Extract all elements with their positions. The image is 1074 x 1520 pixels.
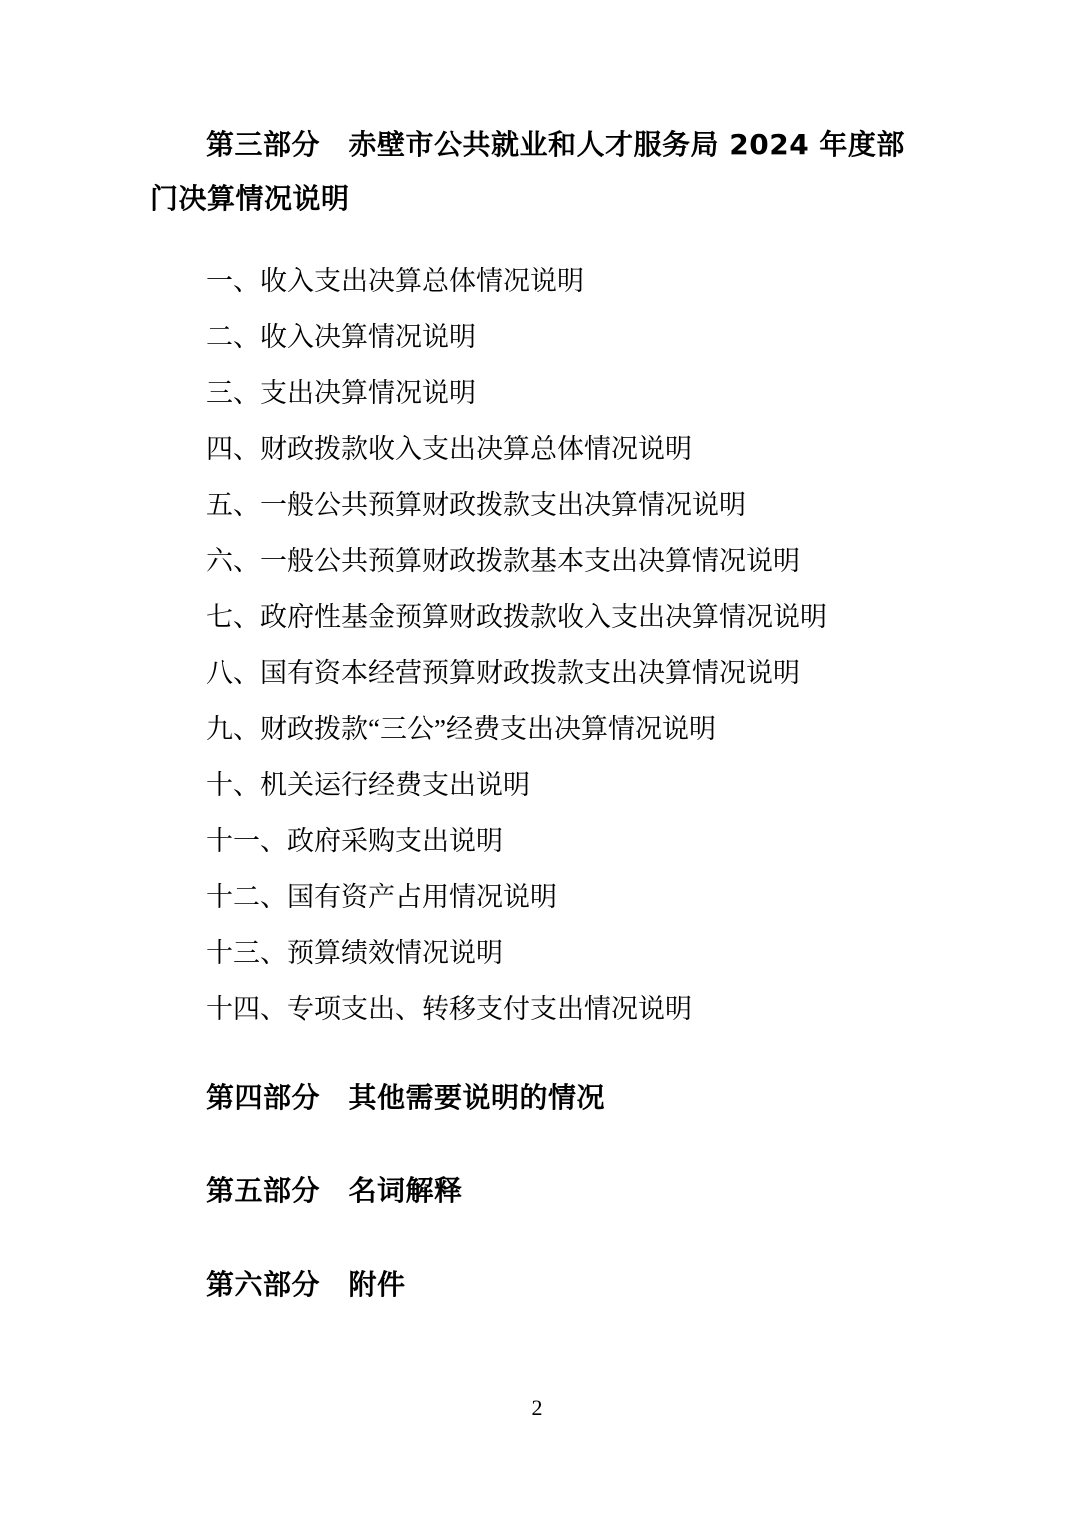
list-item: 十三、预算绩效情况说明 [206,937,503,968]
list-item: 四、财政拨款收入支出决算总体情况说明 [206,433,692,464]
page-number: 2 [531,1395,543,1420]
list-item: 十一、政府采购支出说明 [206,825,503,856]
part-heading-four: 第四部分 其他需要说明的情况 [206,1080,606,1114]
section-heading-line-2: 门决算情况说明 [150,181,350,215]
list-item: 七、政府性基金预算财政拨款收入支出决算情况说明 [206,601,827,632]
list-item: 二、收入决算情况说明 [206,321,476,352]
list-item: 十四、专项支出、转移支付支出情况说明 [206,993,692,1024]
part-heading-five: 第五部分 名词解释 [206,1174,463,1208]
part-heading-six: 第六部分 附件 [206,1268,406,1301]
section-heading [150,118,940,226]
list-item: 十、机关运行经费支出说明 [206,769,530,800]
list-item: 九、财政拨款“三公”经费支出决算情况说明 [206,713,716,744]
section-heading-line-1: 第三部分 赤壁市公共就业和人才服务局 2024 年度部 [206,128,905,161]
list-item: 三、支出决算情况说明 [206,377,476,408]
list-item: 一、收入支出决算总体情况说明 [206,265,584,296]
list-item: 五、一般公共预算财政拨款支出决算情况说明 [206,489,746,520]
list-item: 八、国有资本经营预算财政拨款支出决算情况说明 [206,657,800,688]
list-item: 十二、国有资产占用情况说明 [206,881,557,912]
trailing-part-headings [150,1071,940,1312]
page-content [150,118,940,1352]
table-of-contents [150,265,940,1024]
list-item: 六、一般公共预算财政拨款基本支出决算情况说明 [206,545,800,576]
